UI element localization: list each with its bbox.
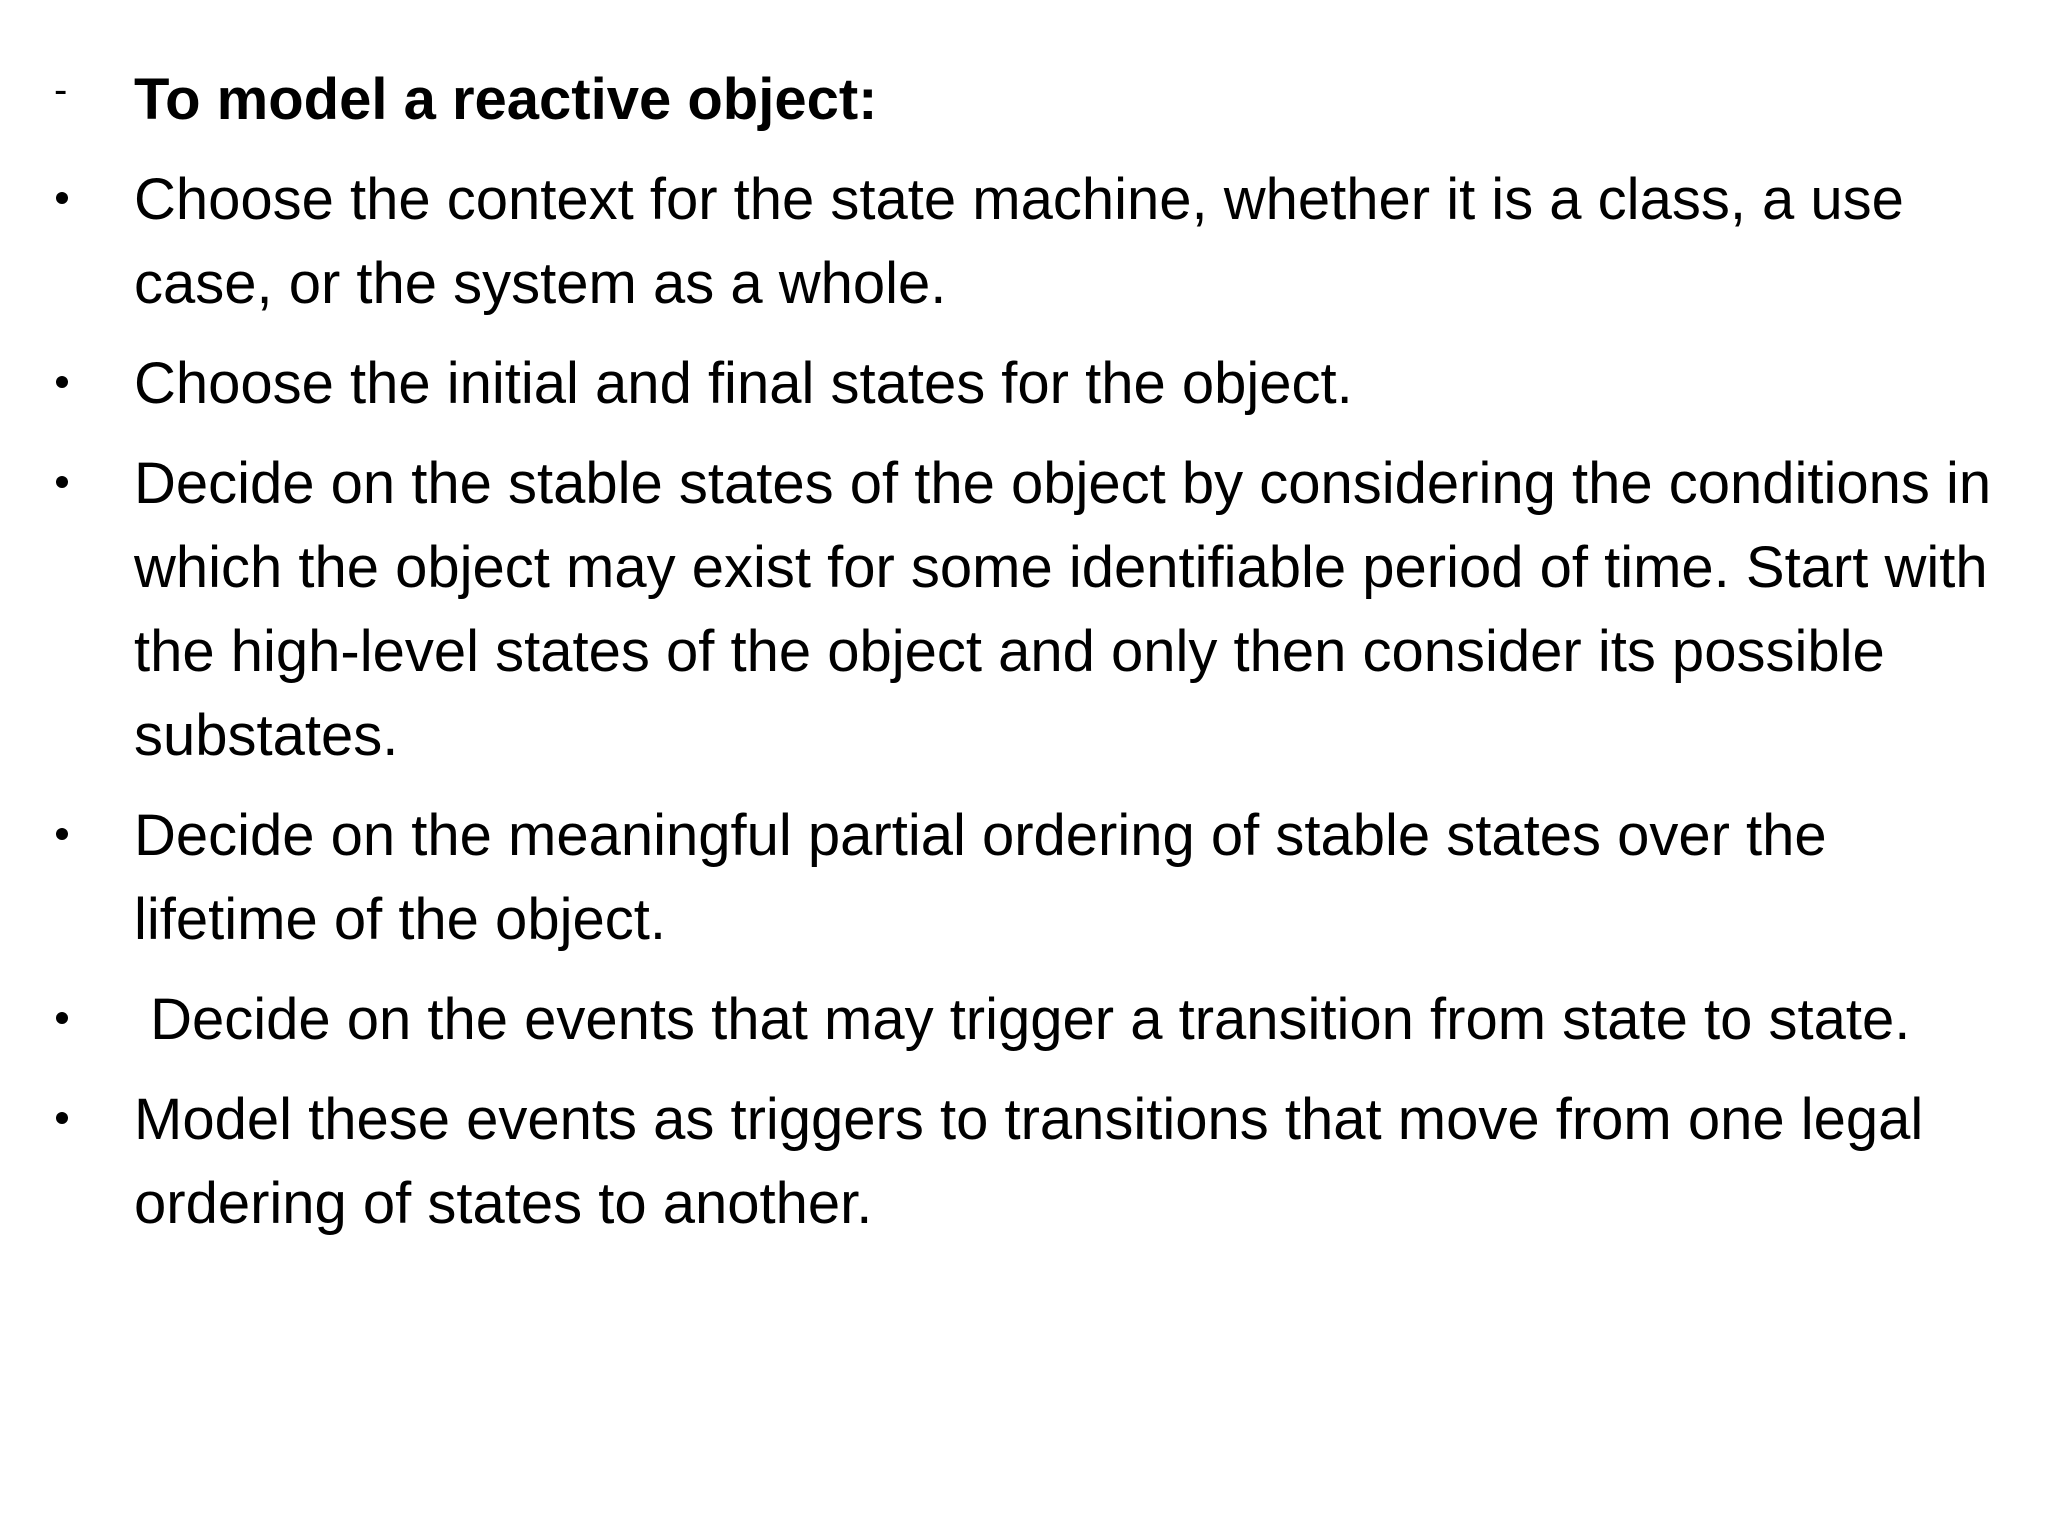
bullet-icon bbox=[54, 1078, 114, 1124]
bullet-icon bbox=[54, 342, 114, 388]
bullet-text: Decide on the meaningful partial ordering of stable states over the lifetime of the object. bbox=[134, 803, 1827, 952]
bullet-icon bbox=[54, 794, 114, 840]
slide-content bbox=[54, 58, 2014, 1262]
bullet-text: Model these events as triggers to transitions that move from one legal ordering of states to another. bbox=[134, 1087, 1924, 1236]
bullet-item bbox=[54, 978, 2014, 1062]
bullet-item bbox=[54, 342, 2014, 426]
bullet-icon bbox=[54, 158, 114, 204]
bullet-text: Decide on the events that may trigger a transition from state to state. bbox=[134, 987, 1911, 1052]
heading-text: To model a reactive object: bbox=[134, 67, 878, 132]
bullet-icon bbox=[54, 442, 114, 488]
bullet-icon bbox=[54, 978, 114, 1024]
heading-item bbox=[54, 58, 2014, 142]
bullet-text: Choose the context for the state machine, whether it is a class, a use case, or the system as a whole. bbox=[134, 167, 1904, 316]
bullet-item bbox=[54, 1078, 2014, 1246]
bullet-item bbox=[54, 158, 2014, 326]
bullet-text: Decide on the stable states of the object by considering the conditions in which the object may exist for some identifiable period of time. Start with the high-level states of the object and only then consider its possible substates. bbox=[134, 451, 1992, 768]
bullet-text: Choose the initial and final states for the object. bbox=[134, 351, 1353, 416]
bullet-item bbox=[54, 794, 2014, 962]
dash-marker: - bbox=[54, 68, 68, 112]
bullet-item bbox=[54, 442, 2014, 778]
